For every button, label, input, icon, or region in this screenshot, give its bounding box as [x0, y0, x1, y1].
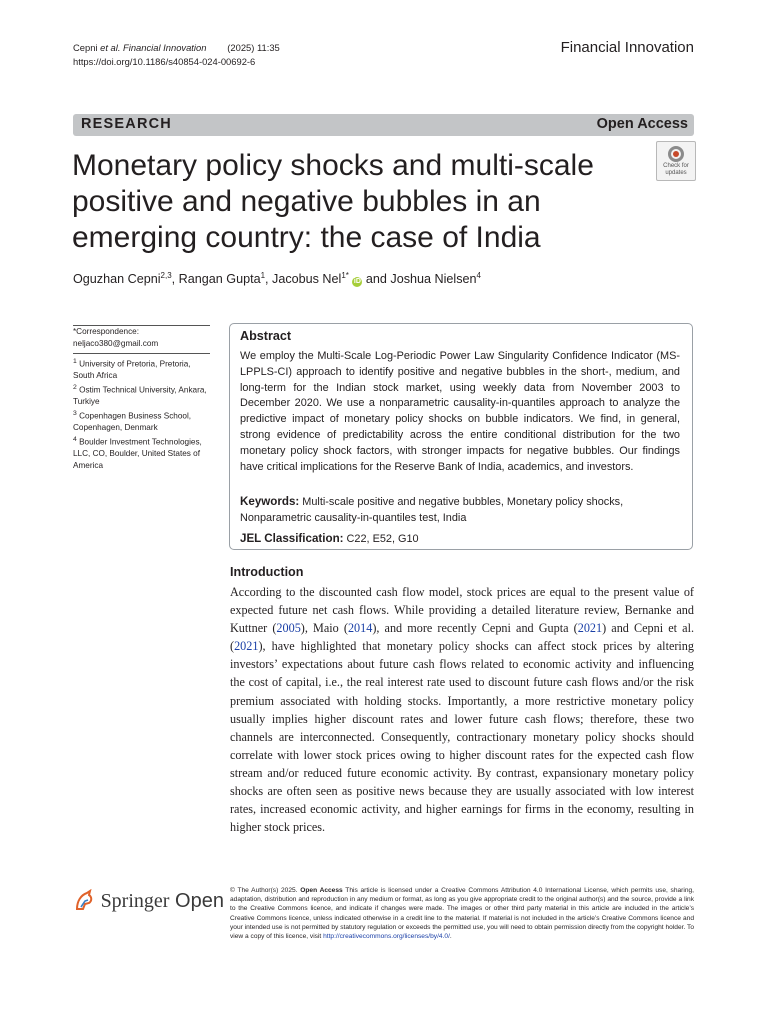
author-3: , Jacobus Nel: [265, 272, 342, 287]
correspondence-label: *Correspondence:: [73, 327, 139, 336]
logo-open-text: Open: [175, 890, 224, 912]
author-list: [73, 271, 481, 287]
orcid-icon[interactable]: iD: [353, 278, 361, 286]
jel-classification: [240, 532, 419, 545]
intro-text-1: According to the discounted cash flow model, stock prices are equal to the present value of expected future net cash flows. While providing a detailed literature review, Bernanke and Kuttner (: [230, 585, 694, 636]
author-4: and Joshua Nielsen: [362, 272, 477, 287]
author-2-affil: 1: [260, 271, 266, 280]
citation-link-bernanke[interactable]: 2005: [276, 621, 301, 636]
affiliations-block: [73, 356, 210, 471]
intro-text-4: ) and Cepni et al. (: [230, 621, 695, 654]
license-copyright: © The Author(s) 2025.: [230, 887, 301, 894]
springer-horse-icon: [73, 889, 95, 911]
license-body: This article is licensed under a Creative Commons Attribution 4.0 International License, which permits use, sharing, adaptation, distribution and reproduction in any medium or format, as long as you give appropriate credit to the original author(s) and the source, provide a link to the Creative Commons licence, and indicate if changes were made. The images or other third party material in this article are included in the article’s Creative Commons licence, unless indicated otherwise in a credit line to the material. If material is not included in the article’s Creative Commons licence and your intended use is not permitted by statutory regulation or exceeds the permitted use, you will need to obtain permission directly from the copyright holder. To view a copy of this licence, visit: [230, 887, 694, 941]
license-url-link[interactable]: http://creativecommons.org/licenses/by/4.0/: [323, 933, 450, 941]
citation-line: [73, 41, 280, 69]
author-3-affil: 1*: [341, 271, 349, 280]
affiliation-1: [73, 356, 210, 382]
citation-link-maio[interactable]: 2014: [347, 621, 373, 636]
springer-open-logo: [73, 889, 224, 913]
open-access-label: Open Access: [596, 116, 688, 132]
affiliation-3-num: 3: [73, 409, 77, 417]
keywords: [240, 494, 680, 527]
intro-text-5: ), have highlighted that monetary policy shocks can affect stock prices by altering investors’ expectations about future cash flows related to economic activity and influencing the cost of capital, i.e., the real interest rate used to discount future cash flows and/or the risk premium associated with holding stocks. Importantly, a more restrictive monetary policy usually implies higher discount rates and lower future cash flows; therefore, these two channels are interconnected. Consequently, contractionary monetary policy shocks should correlate with lower stock prices owing to higher discount rates for the expected cash flow stream and/or reduced future economic activity. By contrast, expansionary monetary policy shocks are often seen as positive news because they are usually associated with low interest rates, increased economic activity, and higher earnings for firms in the economy, resulting in higher stock prices.: [230, 639, 694, 835]
citation-link-cepni-et-al[interactable]: 2021: [234, 639, 259, 654]
affiliation-4-num: 4: [73, 435, 77, 443]
correspondence-email[interactable]: neljaco380@gmail.com: [73, 338, 159, 348]
author-4-affil: 4: [476, 271, 481, 280]
intro-text-3: ), and more recently Cepni and Gupta (: [372, 621, 578, 636]
affiliation-1-text: University of Pretoria, Pretoria, South Africa: [73, 359, 191, 381]
jel-codes: C22, E52, G10: [343, 533, 419, 545]
intro-text-2: ), Maio (: [300, 621, 348, 636]
article-title: Monetary policy shocks and multi-scale positive and negative bubbles in an emerging country: the case of India: [72, 149, 594, 254]
affiliation-3-text: Copenhagen Business School, Copenhagen, Denmark: [73, 411, 192, 433]
citation-authors: Cepni: [73, 42, 101, 53]
logo-springer-text: Springer: [100, 890, 170, 912]
affiliation-3: [73, 408, 210, 434]
author-1-affil: 2,3: [160, 271, 172, 280]
citation-year-volume: (2025) 11:35: [227, 42, 280, 53]
keywords-text: Multi-scale positive and negative bubbles, Monetary policy shocks, Nonparametric causality-in-quantiles test, India: [240, 496, 624, 524]
check-updates-line2: updates: [665, 169, 687, 176]
affiliation-2-text: Ostim Technical University, Ankara, Turkiye: [73, 385, 207, 407]
article-type-label: RESEARCH: [81, 116, 172, 132]
abstract-heading: Abstract: [240, 329, 292, 343]
license-text: [230, 886, 694, 941]
keywords-label: Keywords:: [240, 495, 300, 508]
check-updates-line1: Check for: [663, 163, 689, 169]
introduction-heading: Introduction: [230, 565, 304, 579]
sidebar-rule-mid: [73, 353, 210, 354]
author-1: Oguzhan Cepni: [73, 272, 161, 287]
affiliation-4: [73, 434, 210, 472]
article-type-bar: [73, 114, 694, 136]
correspondence-block: [73, 326, 210, 349]
check-updates-icon: [668, 146, 684, 162]
affiliation-4-text: Boulder Investment Technologies, LLC, CO, Boulder, United States of America: [73, 437, 202, 470]
citation-link-cepni-gupta[interactable]: 2021: [577, 621, 603, 636]
introduction-paragraph: [230, 583, 694, 836]
jel-label: JEL Classification:: [240, 532, 344, 545]
citation-journal: et al. Financial Innovation: [100, 42, 207, 53]
abstract-text: We employ the Multi-Scale Log-Periodic Power Law Singularity Confidence Indicator (MS-LPPLS-CI) approach to identify positive and negative bubbles in the short-, medium, and long-term for the Indian stock market, using weekly data from November 2003 to December 2020. We use a nonparametric causality-in-quantiles approach to analyze the predictive impact of monetary policy shocks on bubble indicators. We find, in general, strong evidence of predictability across the entire conditional distribution for the two monetary policy shock factors, with stronger impacts for negative bubbles. Our findings have critical implications for the Reserve Bank of India, academics, and investors.: [240, 350, 680, 473]
doi-link[interactable]: https://doi.org/10.1186/s40854-024-00692-6: [73, 56, 256, 67]
author-2: , Rangan Gupta: [171, 272, 261, 287]
journal-name: Financial Innovation: [560, 39, 694, 56]
affiliation-2: [73, 382, 210, 408]
license-open-access: Open Access: [300, 887, 343, 894]
check-for-updates-badge[interactable]: [656, 141, 696, 181]
affiliation-2-num: 2: [73, 383, 77, 391]
license-end: .: [449, 933, 452, 941]
affiliation-1-num: 1: [73, 358, 77, 365]
